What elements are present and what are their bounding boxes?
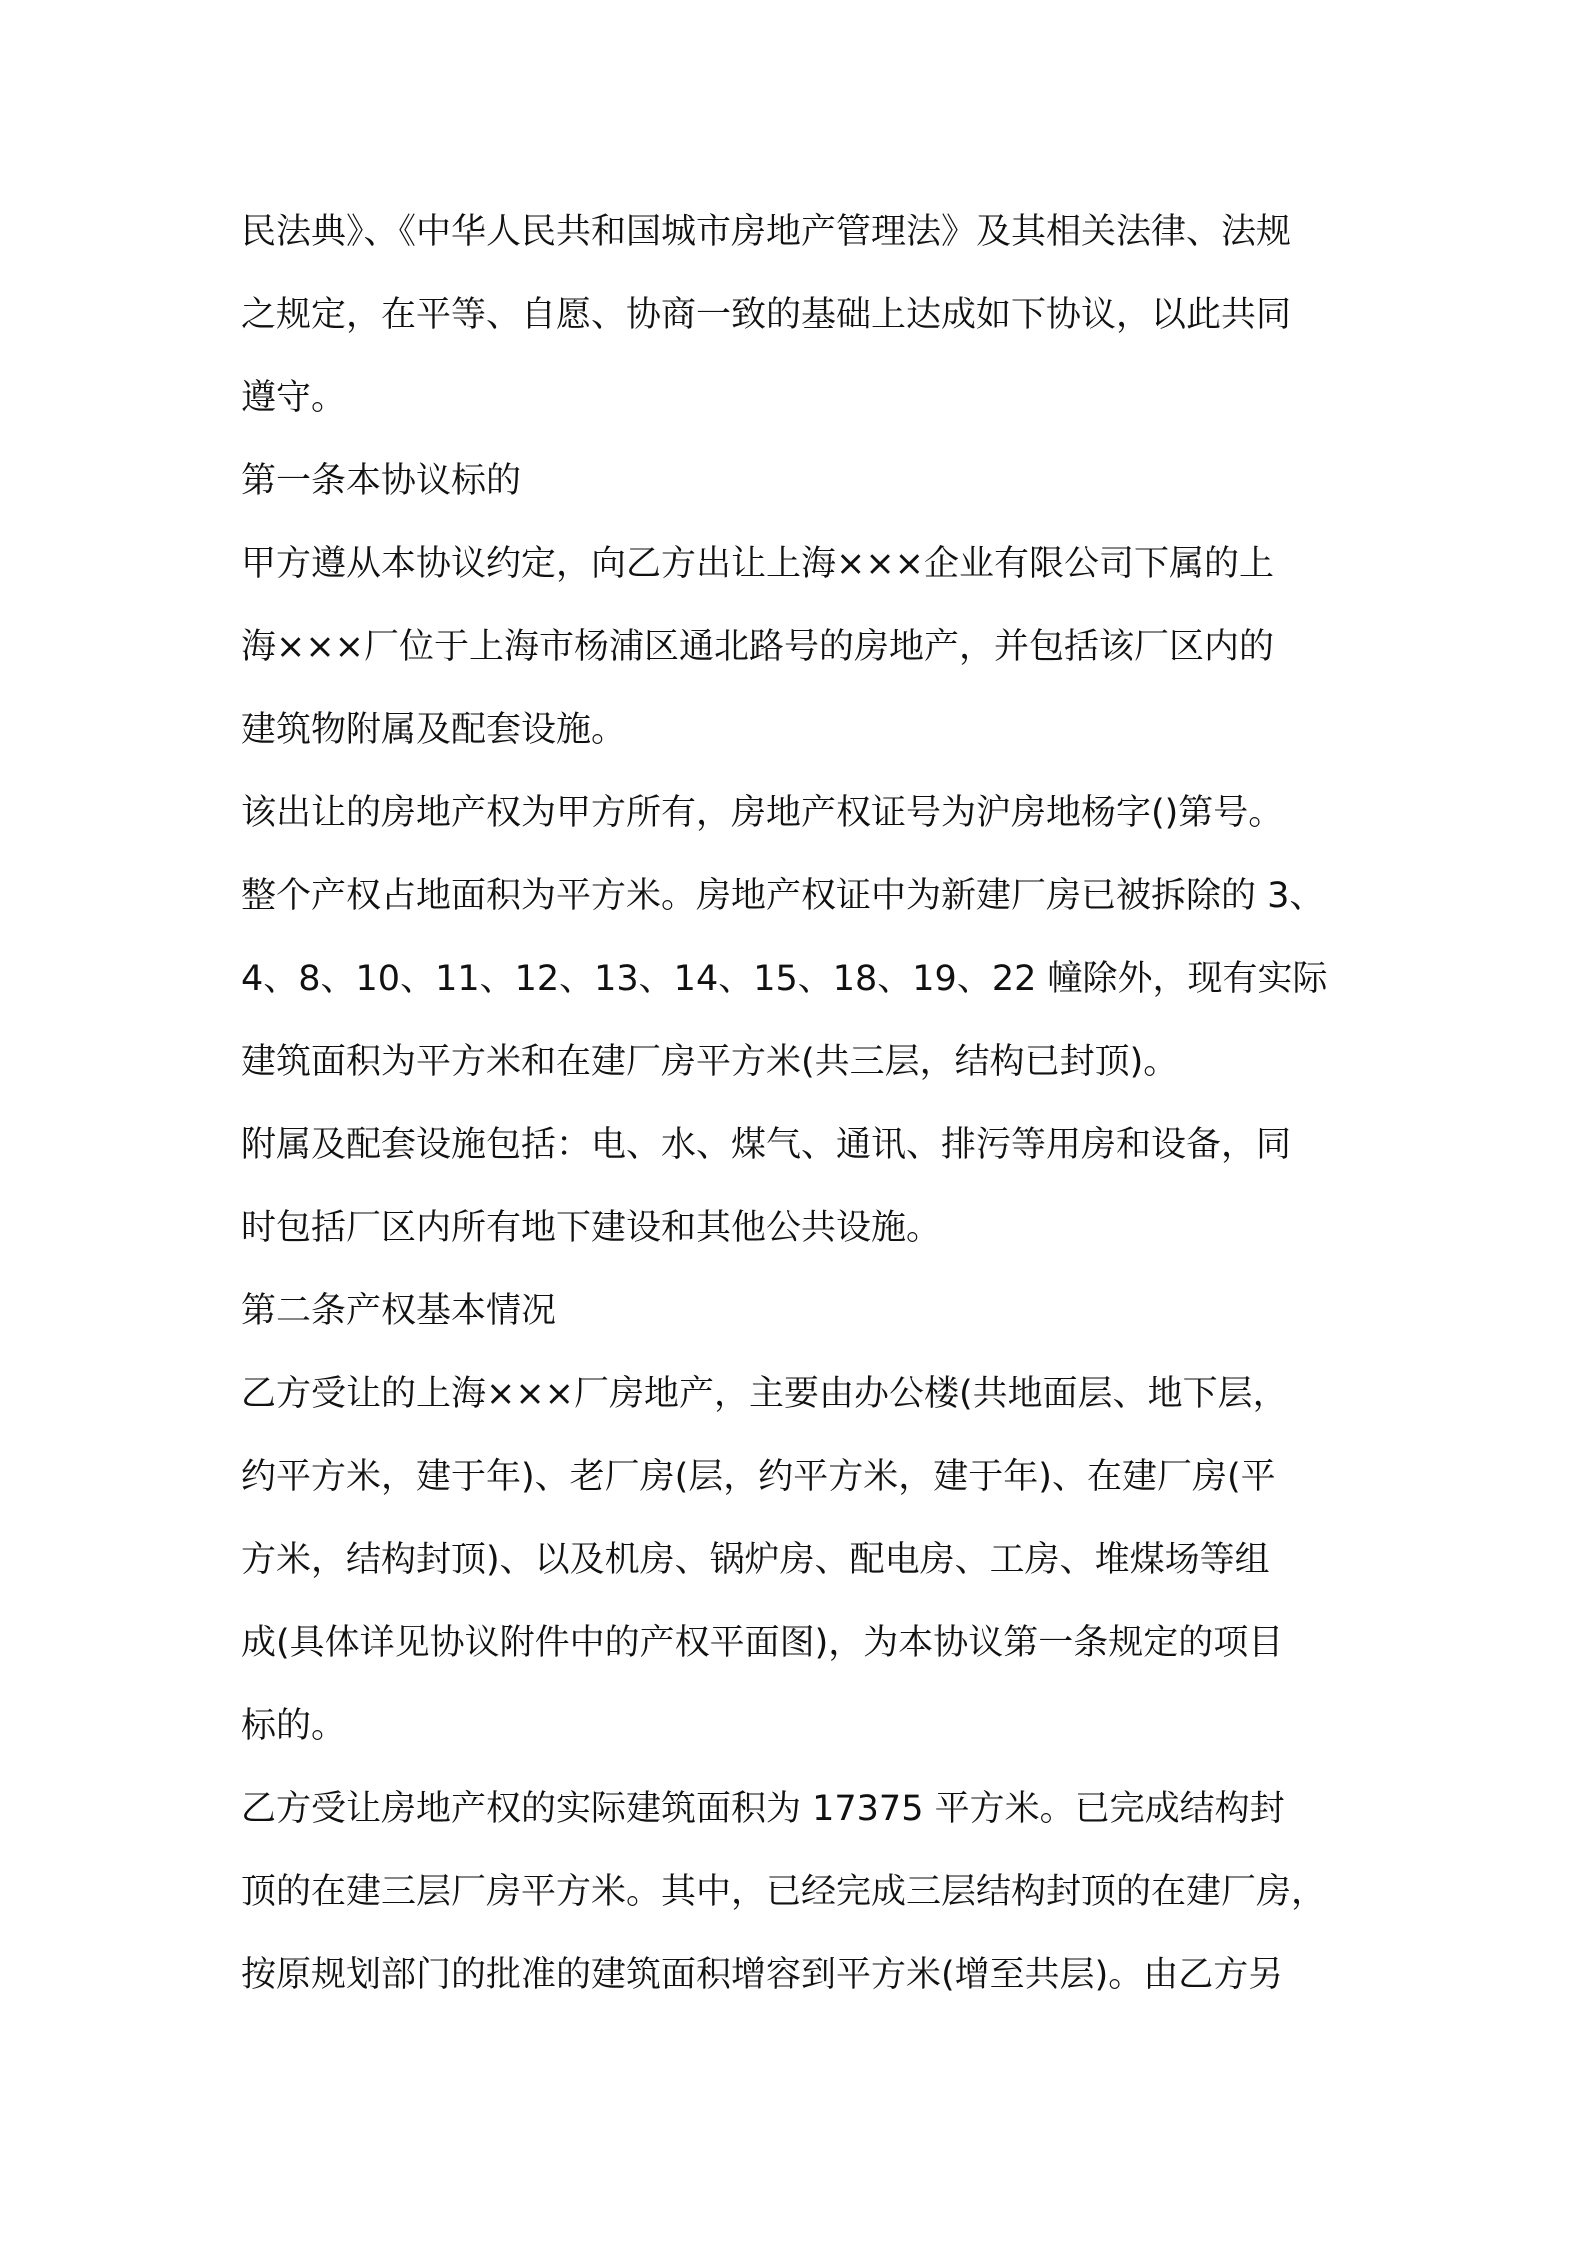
paragraph <box>241 1104 1381 1270</box>
paragraph <box>241 772 1381 855</box>
paragraph <box>241 191 1381 440</box>
text-line: 按原规划部门的批准的建筑面积增容到平方米(增至共层)。由乙方另 <box>241 1955 1284 1995</box>
text-line: 方米，结构封顶)、以及机房、锅炉房、配电房、工房、堆煤场等组 <box>241 1540 1270 1580</box>
article-heading <box>241 440 1381 523</box>
text-line: 海×××厂位于上海市杨浦区通北路号的房地产，并包括该厂区内的 <box>241 627 1274 667</box>
text-line: 民法典》、《中华人民共和国城市房地产管理法》及其相关法律、法规 <box>241 212 1292 252</box>
article-heading <box>241 1270 1381 1353</box>
text-line: 标的。 <box>241 1706 347 1746</box>
text-line: 4、8、10、11、12、13、14、15、18、19、22 幢除外，现有实际 <box>241 959 1328 999</box>
text-line: 顶的在建三层厂房平方米。其中，已经完成三层结构封顶的在建厂房， <box>241 1872 1327 1912</box>
text-line: 遵守。 <box>241 378 347 418</box>
text-line: 该出让的房地产权为甲方所有，房地产权证号为沪房地杨字()第号。 <box>241 793 1284 833</box>
text-line: 整个产权占地面积为平方米。房地产权证中为新建厂房已被拆除的 3、 <box>241 876 1325 916</box>
text-line: 第一条本协议标的 <box>241 461 522 501</box>
paragraph <box>241 523 1381 772</box>
text-line: 约平方米，建于年)、老厂房(层，约平方米，建于年)、在建厂房(平 <box>241 1457 1276 1497</box>
text-line: 成(具体详见协议附件中的产权平面图)，为本协议第一条规定的项目 <box>241 1623 1284 1663</box>
paragraph <box>241 1768 1381 2017</box>
text-line: 建筑面积为平方米和在建厂房平方米(共三层，结构已封顶)。 <box>241 1042 1179 1082</box>
text-line: 甲方遵从本协议约定，向乙方出让上海×××企业有限公司下属的上 <box>241 544 1274 584</box>
text-line: 附属及配套设施包括：电、水、煤气、通讯、排污等用房和设备，同 <box>241 1125 1292 1165</box>
paragraph <box>241 1353 1381 1768</box>
text-line: 乙方受让房地产权的实际建筑面积为 17375 平方米。已完成结构封 <box>241 1789 1285 1829</box>
text-line: 之规定，在平等、自愿、协商一致的基础上达成如下协议，以此共同 <box>241 295 1292 335</box>
document-body <box>241 191 1381 2017</box>
text-line: 第二条产权基本情况 <box>241 1291 557 1331</box>
text-line: 时包括厂区内所有地下建设和其他公共设施。 <box>241 1208 942 1248</box>
text-line: 建筑物附属及配套设施。 <box>241 710 627 750</box>
text-line: 乙方受让的上海×××厂房地产，主要由办公楼(共地面层、地下层， <box>241 1374 1288 1414</box>
paragraph <box>241 855 1381 1104</box>
